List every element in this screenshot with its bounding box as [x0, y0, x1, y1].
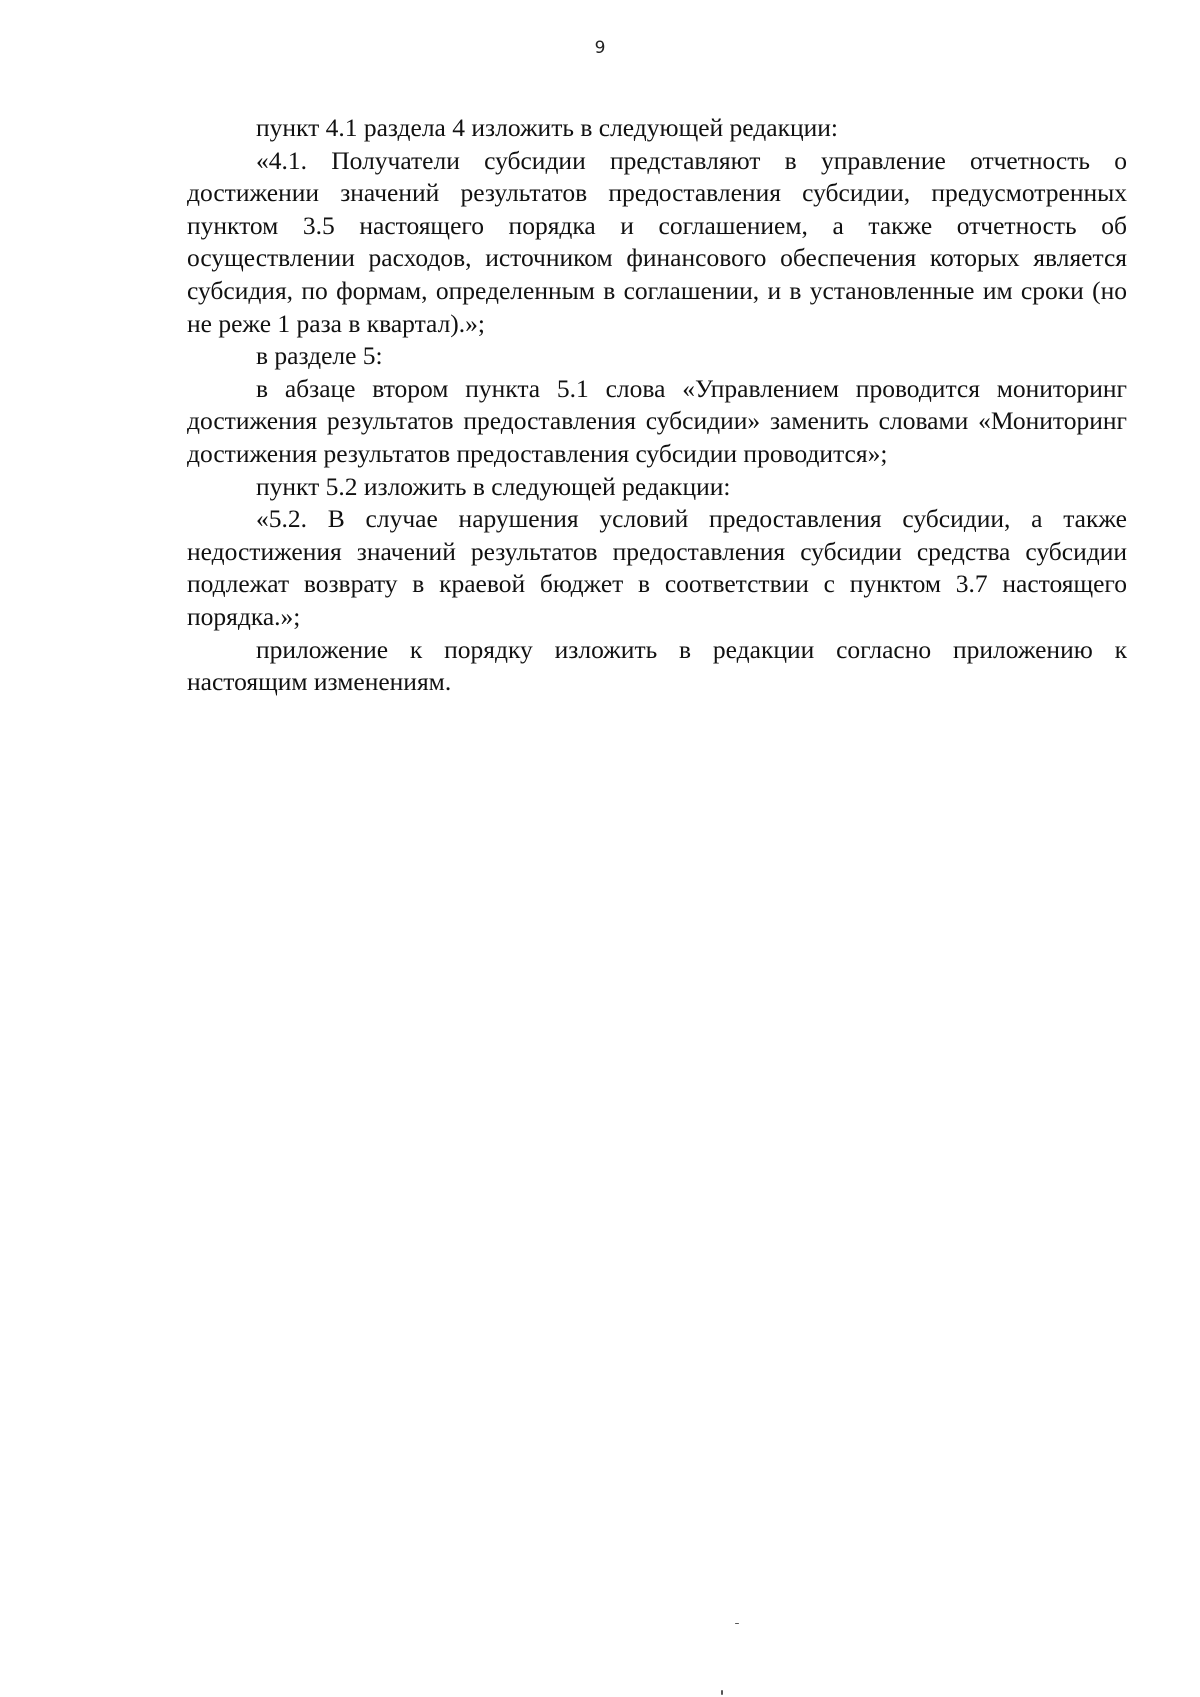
page-number: 9 [594, 38, 606, 58]
paragraph-item-4-1-text: «4.1. Получатели субсидии представляют в управление отчетность о достижении значений результатов предоставления субсидии, предусмотренных пунктом 3.5 настоящего порядка и соглашением, а также отчетность об осуществлении расходов, источником финансового обеспечения которых является субсидия, по формам, определенным в соглашении, и в установленные им сроки (но не реже 1 раза в квартал).»; [187, 145, 1127, 338]
scan-speck [735, 1623, 739, 1624]
scan-speck [721, 1690, 723, 1695]
document-body [187, 112, 1127, 699]
paragraph-amend-item-4-1: пункт 4.1 раздела 4 изложить в следующей редакции: [256, 113, 838, 142]
paragraph-section-5: в разделе 5: [256, 341, 383, 371]
paragraph-item-5-1-change: в абзаце втором пункта 5.1 слова «Управлением проводится мониторинг достижения результатов предоставления субсидии» заменить словами «Мониторинг достижения результатов предоставления субсидии проводится»; [187, 373, 1127, 468]
paragraph-item-5-2-text: «5.2. В случае нарушения условий предоставления субсидии, а также недостижения значений результатов предоставления субсидии средства субсидии подлежат возврату в краевой бюджет в соответствии с пунктом 3.7 настоящего порядка.»; [187, 504, 1127, 631]
paragraph-appendix: приложение к порядку изложить в редакции согласно приложению к настоящим изменениям. [187, 634, 1127, 697]
paragraph-amend-item-5-2: пункт 5.2 изложить в следующей редакции: [256, 471, 731, 501]
